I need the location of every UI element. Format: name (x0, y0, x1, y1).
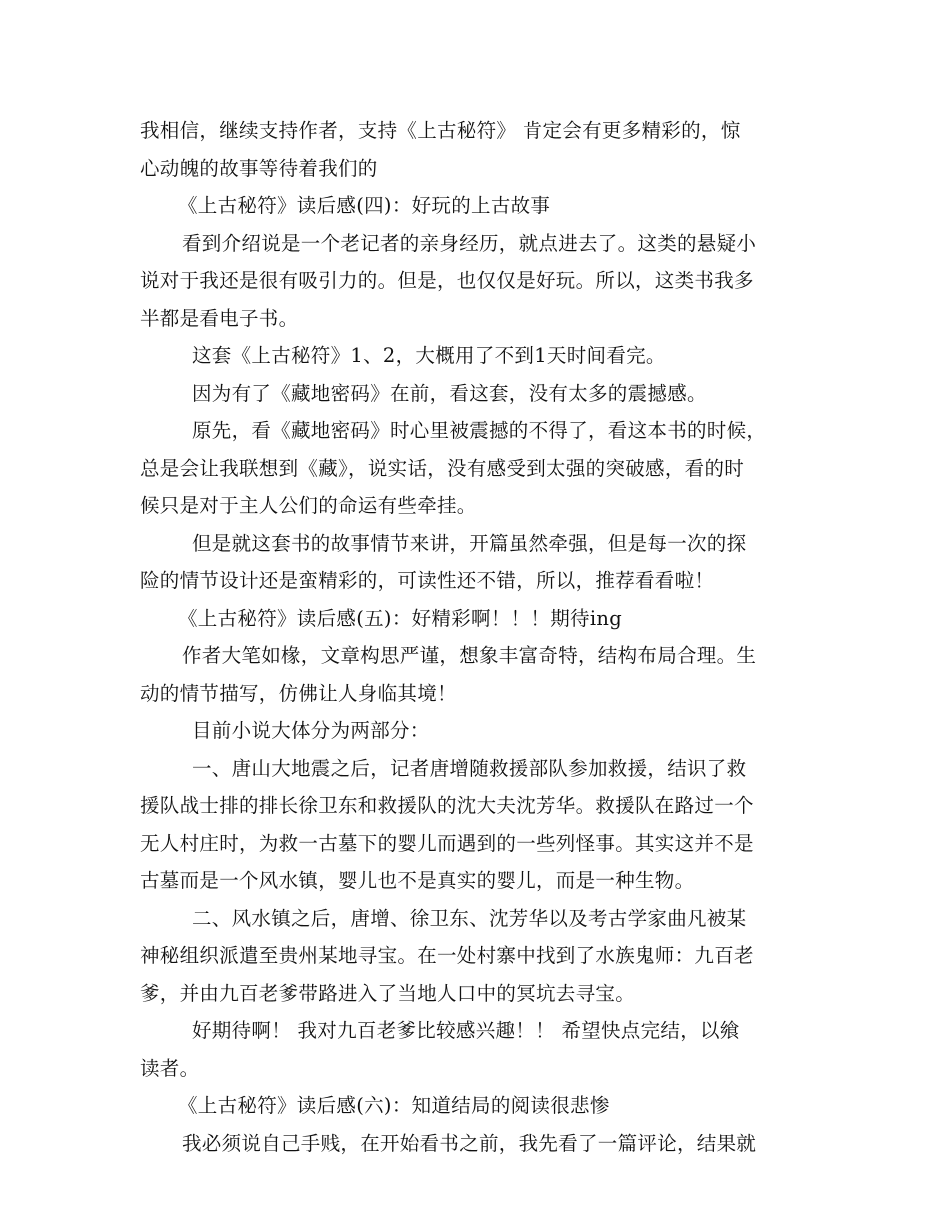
section-heading (140, 187, 830, 225)
text-line: 目前小说大体分为两部分： (192, 719, 430, 742)
text-line: 看到介绍说是一个老记者的亲身经历，就点进去了。这类的悬疑小 (182, 231, 757, 255)
paragraph (140, 1125, 830, 1163)
text-line: 古墓而是一个风水镇，婴儿也不是真实的婴儿，而是一种生物。 (140, 869, 695, 892)
text-line: 我必须说自己手贱，在开始看书之前，我先看了一篇评论，结果就 (182, 1131, 757, 1155)
text-line: 一、唐山大地震之后，记者唐增随救援部队参加救援，结识了救 (192, 756, 747, 780)
paragraph (140, 112, 830, 187)
paragraph (140, 637, 830, 712)
text-line: 候只是对于主人公们的命运有些牵挂。 (140, 494, 477, 517)
paragraph (140, 750, 830, 900)
text-line: 爹，并由九百老爹带路进入了当地人口中的冥坑去寻宝。 (140, 981, 636, 1005)
text-line: 好期待啊！ 我对九百老爹比较感兴趣！！ 希望快点完结，以飨 (192, 1019, 740, 1042)
text-line: 这套《上古秘符》1、2，大概用了不到1天时间看完。 (192, 344, 666, 367)
text-line: 动的情节描写，仿佛让人身临其境！ (140, 681, 457, 705)
section-heading (140, 600, 830, 638)
heading-line: 《上古秘符》读后感(六)：知道结局的阅读很悲惨 (178, 1094, 610, 1117)
heading-line: 《上古秘符》读后感(五)：好精彩啊！！！期待ing (178, 606, 622, 630)
text-line: 说对于我还是很有吸引力的。但是，也仅仅是好玩。所以，这类书我多 (140, 269, 754, 292)
text-line: 总是会让我联想到《藏》，说实话，没有感受到太强的突破感，看的时 (140, 456, 745, 480)
paragraph (140, 412, 830, 525)
text-line: 援队战士排的排长徐卫东和救援队的沈大夫沈芳华。救援队在路过一个 (140, 794, 754, 817)
text-line: 半都是看电子书。 (140, 306, 299, 330)
document-body (140, 112, 830, 1162)
text-line: 作者大笔如椽，文章构思严谨，想象丰富奇特，结构布局合理。生 (182, 644, 757, 667)
paragraph (140, 225, 830, 338)
paragraph (140, 337, 830, 375)
heading-line: 《上古秘符》读后感(四)：好玩的上古故事 (178, 194, 551, 217)
text-line: 神秘组织派遣至贵州某地寻宝。在一处村寨中找到了水族鬼师：九百老 (140, 944, 754, 967)
paragraph (140, 525, 830, 600)
paragraph (140, 1012, 830, 1087)
text-line: 读者。 (140, 1056, 200, 1080)
text-line: 因为有了《藏地密码》在前，看这套，没有太多的震撼感。 (192, 381, 707, 405)
text-line: 原先，看《藏地密码》时心里被震撼的不得了，看这本书的时候， (192, 419, 767, 442)
paragraph (140, 712, 830, 750)
paragraph (140, 900, 830, 1013)
section-heading (140, 1087, 830, 1125)
text-line: 心动魄的故事等待着我们的 (140, 156, 378, 180)
text-line: 二、风水镇之后，唐增、徐卫东、沈芳华以及考古学家曲凡被某 (192, 906, 747, 930)
text-line: 无人村庄时，为救一古墓下的婴儿而遇到的一些列怪事。其实这并不是 (140, 831, 754, 855)
text-line: 险的情节设计还是蛮精彩的，可读性还不错，所以，推荐看看啦！ (140, 569, 715, 592)
paragraph (140, 375, 830, 413)
text-line: 我相信，继续支持作者，支持《上古秘符》 肯定会有更多精彩的，惊 (140, 119, 741, 142)
text-line: 但是就这套书的故事情节来讲，开篇虽然牵强，但是每一次的探 (192, 531, 747, 555)
